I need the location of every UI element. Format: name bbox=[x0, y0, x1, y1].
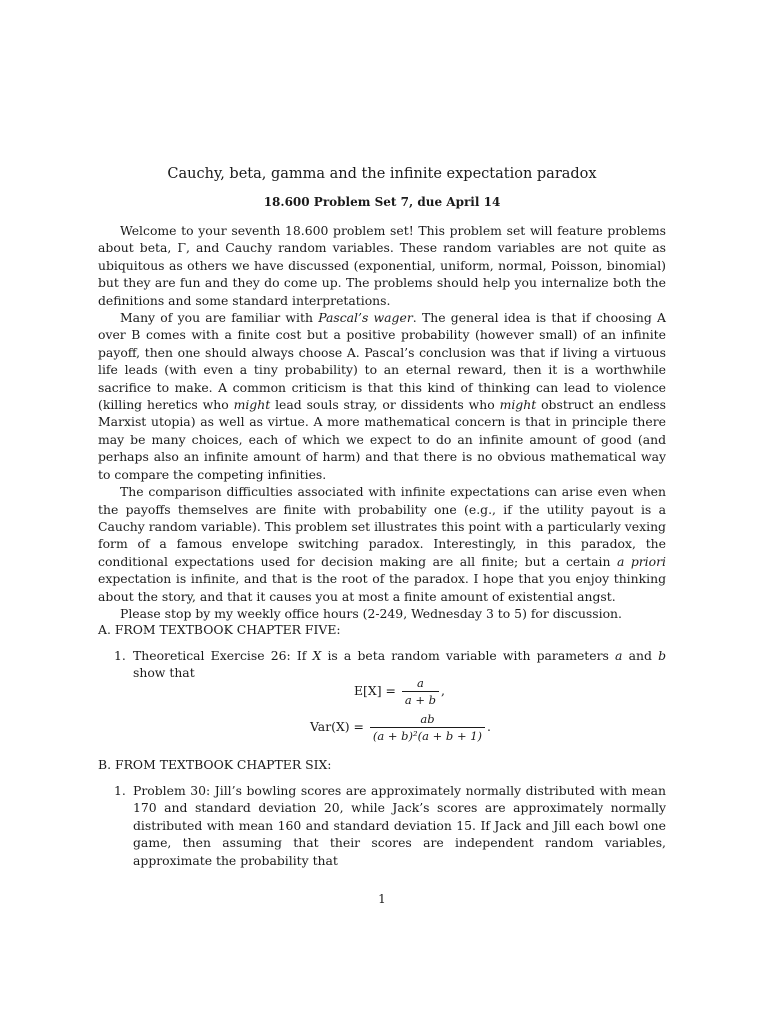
fraction-numerator: ab bbox=[420, 712, 435, 726]
fraction-numerator: a bbox=[416, 676, 424, 690]
text-run: lead souls stray, or dissidents who bbox=[270, 397, 500, 413]
equation-lhs: Var(X) = bbox=[310, 719, 364, 734]
text-run: and bbox=[622, 648, 659, 663]
intro-text bbox=[98, 222, 666, 622]
intro-paragraph-1: Welcome to your seventh 18.600 problem set! This problem set will feature problems about beta, Γ, and Cauchy random variables. These random variables are not quite as ubiquitous as others we have discussed (exponential, uniform, normal, Poisson, binomial) but they are fun and they do come up. The problems should help you internalize both the definitions and some standard interpretations. bbox=[98, 223, 666, 308]
fraction bbox=[402, 676, 439, 707]
emphasis-might: might bbox=[233, 397, 271, 413]
item-text: Problem 30: Jill’s bowling scores are approximately normally distributed with mean 170 and standard deviation 20, while Jack’s scores are approximately normally distributed with mean 160 and standard deviation 15. If Jack and Jill each bowl one game, then assuming that their scores are independent random variables, approximate the probability that bbox=[133, 783, 666, 868]
intro-paragraph-2 bbox=[98, 309, 666, 483]
intro-paragraph-3 bbox=[98, 483, 666, 605]
section-b-item-1 bbox=[114, 782, 666, 869]
equation-lhs: E[X] = bbox=[354, 683, 396, 698]
text-run: obstruct an endless Marxist utopia) as well as virtue. A more mathematical concern is that in principle there may be many choices, each of which we expect to do an infinite amount of good (and perhaps also an infinite amount of harm) and that there is no obvious mathematical way to compare the competing infinities. bbox=[98, 397, 667, 482]
emphasis-pascals-wager: Pascal’s wager bbox=[318, 310, 413, 326]
fraction bbox=[370, 712, 485, 743]
equation-expectation bbox=[354, 676, 445, 707]
text-run: . The general idea is that if choosing A over B comes with a finite cost but a positive probability (however small) of an infinite payoff, then one should always choose A. Pascal’s conclusion was that if living a virtuous life leads (with even a tiny probability) to an eternal reward, then it is a worthwhile sacrifice to make. A common criticism is that this kind of thinking can lead to violence (killing heretics who bbox=[98, 310, 667, 413]
item-number: 1. bbox=[114, 648, 126, 663]
text-run: Many of you are familiar with bbox=[120, 310, 319, 326]
item-number: 1. bbox=[114, 783, 126, 798]
section-b-heading: B. FROM TEXTBOOK CHAPTER SIX: bbox=[98, 757, 332, 772]
text-run: show that bbox=[133, 665, 195, 681]
equation-variance bbox=[310, 712, 491, 743]
page-number: 1 bbox=[378, 892, 386, 906]
text-run: Theoretical Exercise 26: If bbox=[133, 648, 313, 663]
math-variable: a bbox=[615, 648, 623, 663]
section-a-heading: A. FROM TEXTBOOK CHAPTER FIVE: bbox=[98, 622, 341, 637]
intro-paragraph-4: Please stop by my weekly office hours (2-249, Wednesday 3 to 5) for discussion. bbox=[120, 605, 622, 621]
text-run: The comparison difficulties associated with infinite expectations can arise even when the payoffs themselves are finite with probability one (e.g., if the utility payout is a Cauchy random variable). This problem set illustrates this point with a particularly vexing form of a famous envelope switching paradox. Interestingly, in this paradox, the conditional expectations used for decision making are all finite; but a certain bbox=[98, 484, 666, 569]
document-title: Cauchy, beta, gamma and the infinite expectation paradox bbox=[167, 166, 597, 182]
emphasis-might: might bbox=[499, 397, 537, 413]
math-variable: b bbox=[658, 648, 666, 663]
emphasis-a-priori: a priori bbox=[616, 553, 666, 569]
document-subtitle: 18.600 Problem Set 7, due April 14 bbox=[263, 195, 501, 209]
fraction-denominator: (a + b)²(a + b + 1) bbox=[370, 727, 485, 743]
text-run: is a beta random variable with parameters bbox=[321, 648, 616, 663]
fraction-denominator: a + b bbox=[402, 691, 439, 707]
equation-punctuation: , bbox=[440, 683, 445, 698]
text-run: expectation is infinite, and that is the root of the paradox. I hope that you enjoy thinking about the story, and that it causes you at most a finite amount of existential angst. bbox=[98, 571, 666, 604]
math-variable: X bbox=[312, 648, 322, 663]
equation-punctuation: . bbox=[487, 719, 491, 734]
